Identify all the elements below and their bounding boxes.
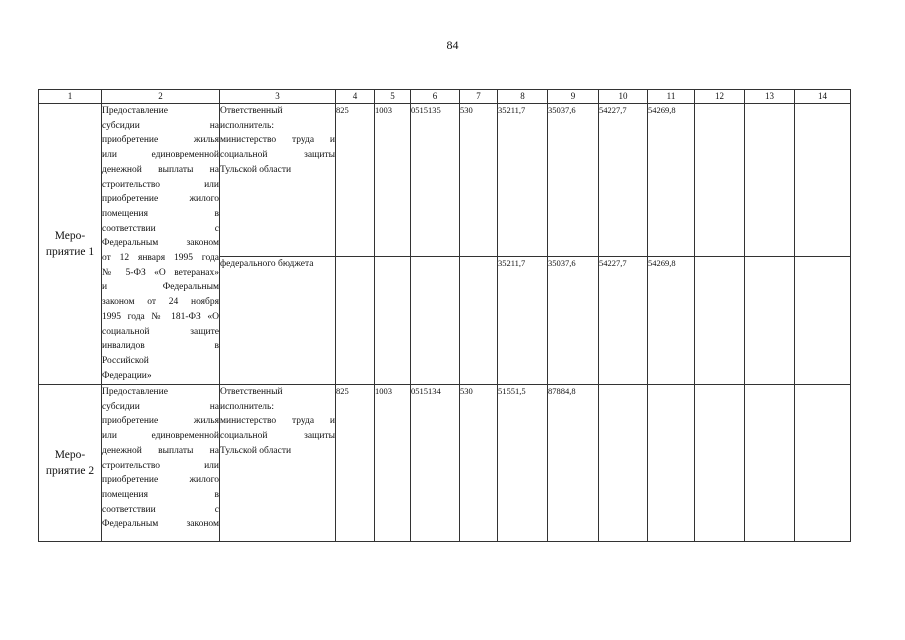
header-cell: 7 [460,90,498,104]
page-number: 84 [446,38,459,52]
cell-c11 [648,385,695,542]
description-line: инвалидов в [102,341,219,352]
header-cell: 14 [795,90,851,104]
responsible-line: министерство труда и [220,416,335,427]
cell-c13 [745,257,795,385]
description-line: приобретение жилого [102,194,219,205]
cell-c7 [460,257,498,385]
cell-c12 [695,385,745,542]
cell-c7: 530 [460,104,498,257]
cell-c12 [695,257,745,385]
responsible-cell [220,385,336,542]
cell-c7: 530 [460,385,498,542]
cell-c6: 0515135 [411,104,460,257]
cell-c8: 35211,7 [498,104,548,257]
header-cell: 1 [39,90,102,104]
responsible-line: Ответственный [220,387,283,397]
cell-c13 [745,385,795,542]
cell-c10: 54227,7 [599,257,648,385]
event-label-line: Меро- [54,230,86,242]
responsible-cell [220,104,336,257]
description-line: законом от 24 ноября [102,297,219,308]
event-label-line: приятие 1 [45,246,95,258]
header-cell: 11 [648,90,695,104]
cell-c14 [795,104,851,257]
description-line: соответствии с [102,504,219,515]
description-line: Российской [102,355,149,366]
responsible-line: исполнитель: [220,401,274,412]
cell-c9: 87884,8 [548,385,599,542]
description-line: субсидии на [102,401,219,412]
responsible-line: социальной защиты [220,150,335,161]
cell-c6 [411,257,460,385]
header-cell: 5 [375,90,411,104]
cell-c4 [336,257,375,385]
event-label [39,385,102,542]
description-line: помещения в [102,489,219,500]
description-line: приобретение жилья [102,416,219,427]
cell-c11: 54269,8 [648,257,695,385]
cell-c4: 825 [336,385,375,542]
description-line: приобретение жилого [102,475,219,486]
responsible-line: социальной защиты [220,431,335,442]
responsible-line: Тульской области [220,164,292,175]
description-line: и Федеральным [102,282,219,293]
cell-c5: 1003 [375,385,411,542]
responsible-line: федерального бюджета [220,259,314,269]
responsible-line: исполнитель: [220,120,274,131]
cell-c14 [795,385,851,542]
header-cell: 13 [745,90,795,104]
responsible-line: министерство труда и [220,135,335,146]
cell-c9: 35037,6 [548,257,599,385]
cell-c11: 54269,8 [648,104,695,257]
header-cell: 2 [102,90,220,104]
description-line: или единовременной [102,431,219,442]
header-cell: 3 [220,90,336,104]
header-cell: 8 [498,90,548,104]
cell-c9: 35037,6 [548,104,599,257]
cell-c5: 1003 [375,104,411,257]
description-line: от 12 января 1995 года [102,253,219,264]
description-line: приобретение жилья [102,135,219,146]
description-line: денежной выплаты на [102,164,219,175]
header-cell: 10 [599,90,648,104]
table-row [39,385,851,542]
responsible-line: Тульской области [220,445,292,456]
header-cell: 6 [411,90,460,104]
description-line: строительство или [102,179,219,190]
description-line: Федеральным законом [102,238,219,249]
description-line: денежной выплаты на [102,445,219,456]
description-line: строительство или [102,460,219,471]
cell-c10: 54227,7 [599,104,648,257]
responsible-line: Ответственный [220,106,283,116]
cell-c12 [695,104,745,257]
event-description [102,104,220,385]
event-label [39,104,102,385]
cell-c13 [745,104,795,257]
event-label-line: приятие 2 [45,465,95,477]
cell-c6: 0515134 [411,385,460,542]
header-cell: 12 [695,90,745,104]
header-cell: 9 [548,90,599,104]
event-label-line: Меро- [54,449,86,461]
description-line: № 5-ФЗ «О ветеранах» [102,267,219,278]
responsible-cell [220,257,336,385]
header-row [39,90,851,104]
budget-table [38,89,851,542]
header-cell: 4 [336,90,375,104]
cell-c8: 35211,7 [498,257,548,385]
description-line: субсидии на [102,120,219,131]
description-line: соответствии с [102,223,219,234]
cell-c5 [375,257,411,385]
description-line: социальной защите [102,326,219,337]
description-line: Предоставление [102,387,168,397]
cell-c10 [599,385,648,542]
event-description [102,385,220,542]
cell-c14 [795,257,851,385]
description-line: или единовременной [102,150,219,161]
description-line: Федерации» [102,370,152,381]
cell-c8: 51551,5 [498,385,548,542]
cell-c4: 825 [336,104,375,257]
description-line: Предоставление [102,106,168,116]
table-row [39,104,851,257]
description-line: 1995 года № 181-ФЗ «О [102,311,219,322]
description-line: помещения в [102,208,219,219]
description-line: Федеральным законом [102,519,219,530]
